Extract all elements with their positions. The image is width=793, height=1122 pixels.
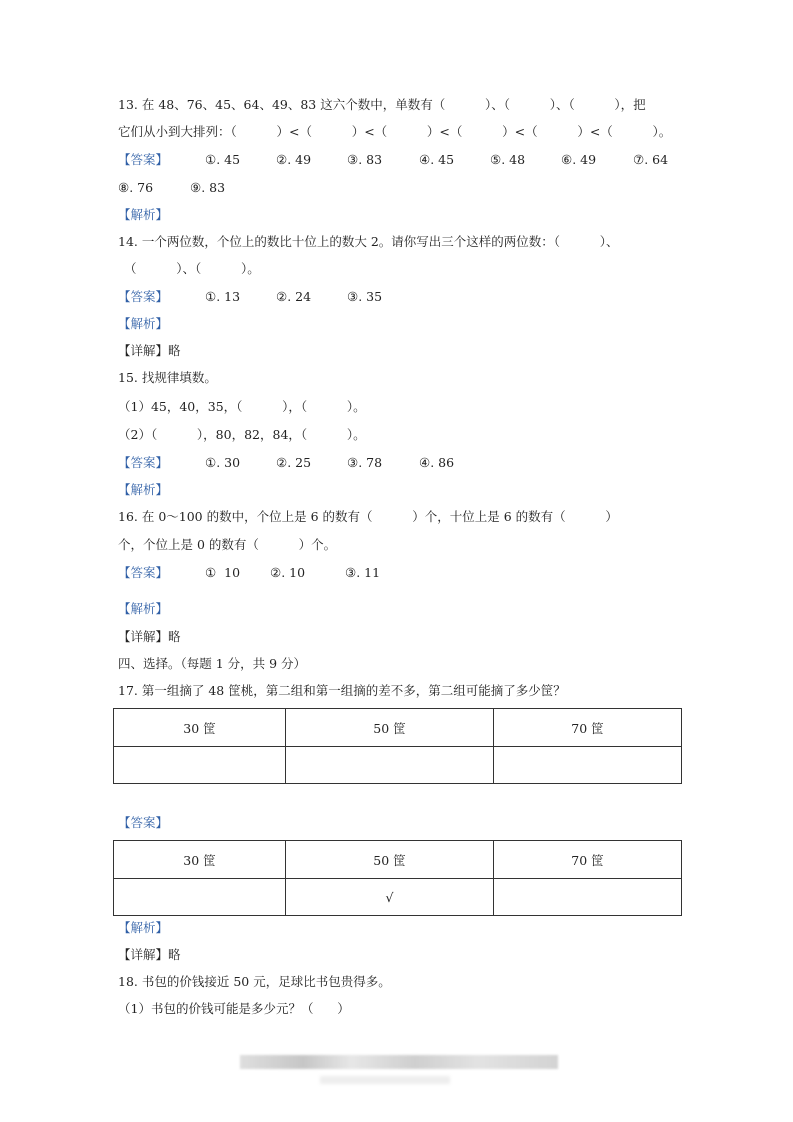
q17-answer-option-c: 70 筐 bbox=[494, 841, 682, 879]
q14-answer-3: ③. 35 bbox=[347, 289, 383, 304]
q13-answer-2: ②. 49 bbox=[276, 152, 312, 167]
q14-detail: 【详解】略 bbox=[118, 343, 181, 358]
q16-answer-3: ③. 11 bbox=[345, 565, 381, 580]
q18-line1: 18. 书包的价钱接近 50 元，足球比书包贵得多。 bbox=[118, 974, 391, 989]
q16-answer-1: ① 10 bbox=[205, 565, 241, 580]
q16-line1: 16. 在 0～100 的数中，个位上是 6 的数有（ ）个，十位上是 6 的数有（ ） bbox=[118, 509, 618, 524]
q13-line2: 它们从小到大排列：（ ）<（ ）<（ ）<（ ）<（ ）<（ ）。 bbox=[118, 124, 672, 139]
q17-blank-b bbox=[286, 747, 494, 784]
q17-line1: 17. 第一组摘了 48 筐桃，第二组和第一组摘的差不多，第二组可能摘了多少筐？ bbox=[118, 683, 566, 698]
q13-answer-1: ①. 45 bbox=[205, 152, 241, 167]
q15-answer-2: ②. 25 bbox=[276, 455, 312, 470]
q17-answer-table bbox=[113, 840, 682, 916]
q17-blank-a bbox=[114, 747, 286, 784]
q15-answer-1: ①. 30 bbox=[205, 455, 241, 470]
q15-line2: （1）45，40，35，（ ），（ ）。 bbox=[118, 399, 366, 414]
q15-answer-4: ④. 86 bbox=[419, 455, 455, 470]
q13-answer-7: ⑦. 64 bbox=[633, 152, 669, 167]
q13-answer-8: ⑧. 76 bbox=[118, 180, 154, 195]
q14-analysis-label: 【解析】 bbox=[118, 316, 169, 331]
q17-option-c: 70 筐 bbox=[494, 709, 682, 747]
q13-answer-3: ③. 83 bbox=[347, 152, 383, 167]
q17-answer-option-a: 30 筐 bbox=[114, 841, 286, 879]
q17-answer-label: 【答案】 bbox=[118, 815, 169, 830]
q17-detail: 【详解】略 bbox=[118, 947, 181, 962]
q13-answer-6: ⑥. 49 bbox=[561, 152, 597, 167]
footer-watermark bbox=[240, 1055, 558, 1069]
q17-options-table bbox=[113, 708, 682, 784]
q13-answer-5: ⑤. 48 bbox=[490, 152, 526, 167]
q14-answer-2: ②. 24 bbox=[276, 289, 312, 304]
q14-answer-label: 【答案】 bbox=[118, 289, 169, 304]
q13-line1: 13. 在 48、76、45、64、49、83 这六个数中，单数有（ ）、（ ）、（ ），把 bbox=[118, 97, 646, 112]
q17-answer-mark-b: √ bbox=[286, 879, 494, 916]
q15-answer-label: 【答案】 bbox=[118, 455, 169, 470]
q17-answer-mark-a bbox=[114, 879, 286, 916]
q16-answer-2: ②. 10 bbox=[270, 565, 306, 580]
q17-answer-option-b: 50 筐 bbox=[286, 841, 494, 879]
footer-watermark-sub bbox=[320, 1076, 450, 1084]
q17-option-b: 50 筐 bbox=[286, 709, 494, 747]
q16-line2: 个，个位上是 0 的数有（ ）个。 bbox=[118, 537, 337, 552]
section-heading: 四、选择。（每题 1 分，共 9 分） bbox=[118, 656, 307, 671]
q18-line2: （1）书包的价钱可能是多少元？（ ） bbox=[118, 1001, 350, 1016]
q13-answer-4: ④. 45 bbox=[419, 152, 455, 167]
q14-answer-1: ①. 13 bbox=[205, 289, 241, 304]
q13-answer-9: ⑨. 83 bbox=[190, 180, 226, 195]
q14-line1: 14. 一个两位数，个位上的数比十位上的数大 2。请你写出三个这样的两位数：（ ）、 bbox=[118, 234, 619, 249]
q13-answer-label: 【答案】 bbox=[118, 152, 169, 167]
q16-analysis-label: 【解析】 bbox=[118, 601, 169, 616]
q15-line3: （2）（ ），80，82，84，（ ）。 bbox=[118, 427, 366, 442]
q17-blank-c bbox=[494, 747, 682, 784]
q13-analysis-label: 【解析】 bbox=[118, 207, 169, 222]
q15-line1: 15. 找规律填数。 bbox=[118, 370, 217, 385]
q17-option-a: 30 筐 bbox=[114, 709, 286, 747]
q16-detail: 【详解】略 bbox=[118, 629, 181, 644]
q14-line2: （ ）、（ ）。 bbox=[124, 261, 260, 276]
q17-answer-mark-c bbox=[494, 879, 682, 916]
q17-analysis-label: 【解析】 bbox=[118, 920, 169, 935]
q15-answer-3: ③. 78 bbox=[347, 455, 383, 470]
q15-analysis-label: 【解析】 bbox=[118, 482, 169, 497]
q16-answer-label: 【答案】 bbox=[118, 565, 169, 580]
